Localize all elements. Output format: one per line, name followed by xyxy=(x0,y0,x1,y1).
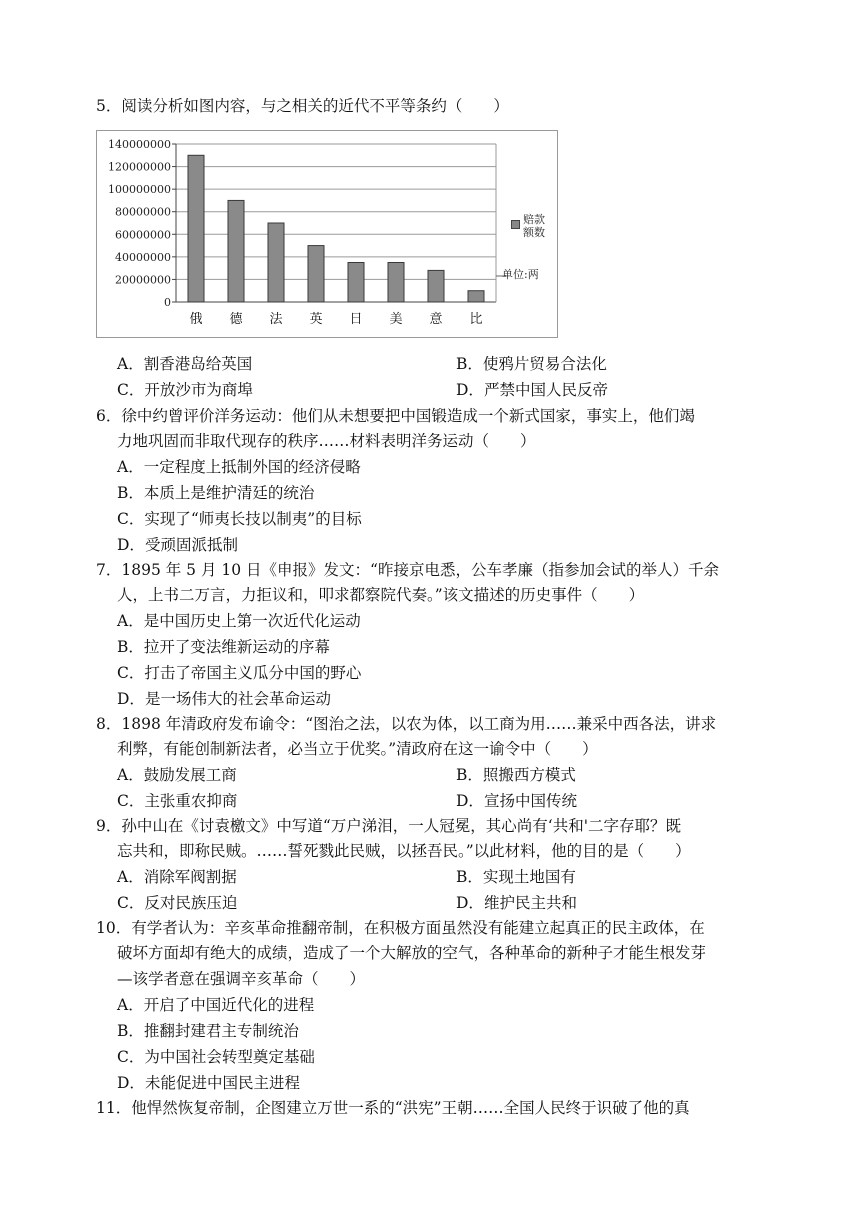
q7-option-b[interactable]: B．拉开了变法维新运动的序幕 xyxy=(117,638,330,656)
x-tick-label: 德 xyxy=(229,312,243,327)
q8-option-b[interactable]: B．照搬西方模式 xyxy=(456,766,576,784)
bar-6 xyxy=(388,263,404,303)
y-tick-label: 140000000 xyxy=(108,138,171,151)
question-9-stem-line2: 忘共和，即称民贼。……誓死戮此民贼，以拯吾民。”以此材料，他的目的是（ ） xyxy=(117,842,691,860)
q9-option-d[interactable]: D．维护民主共和 xyxy=(456,894,577,912)
q7-option-a[interactable]: A．是中国历史上第一次近代化运动 xyxy=(117,612,361,630)
x-tick-label: 比 xyxy=(469,312,483,327)
y-tick-label: 20000000 xyxy=(115,273,171,287)
q6-option-a[interactable]: A．一定程度上抵制外国的经济侵略 xyxy=(117,458,361,476)
question-5-stem: 5．阅读分析如图内容，与之相关的近代不平等条约（ ） xyxy=(96,97,509,115)
question-10-stem-line3: —该学者意在强调辛亥革命（ ） xyxy=(117,970,366,988)
q7-option-d[interactable]: D．是一场伟大的社会革命运动 xyxy=(117,690,331,708)
bar-5 xyxy=(348,263,364,303)
question-6-stem-line1: 6．徐中约曾评价洋务运动：他们从未想要把中国锻造成一个新式国家，事实上，他们竭 xyxy=(96,407,695,425)
q5-option-d[interactable]: D．严禁中国人民反帝 xyxy=(456,381,608,399)
q8-option-c[interactable]: C．主张重农抑商 xyxy=(117,792,238,810)
q9-option-a[interactable]: A．消除军阀割据 xyxy=(117,868,237,886)
x-tick-label: 美 xyxy=(389,312,403,327)
chart-svg xyxy=(96,130,558,338)
bar-8 xyxy=(468,291,484,302)
unit-label: 单位:两 xyxy=(502,268,539,281)
q9-option-c[interactable]: C．反对民族压迫 xyxy=(117,894,238,912)
legend-label-line1: 赔款 xyxy=(523,213,545,226)
y-tick-label: 60000000 xyxy=(115,228,171,242)
q10-option-b[interactable]: B．推翻封建君主专制统治 xyxy=(117,1022,299,1040)
q7-option-c[interactable]: C．打击了帝国主义瓜分中国的野心 xyxy=(117,664,362,682)
bar-2 xyxy=(228,200,244,302)
question-8-stem-line2: 利弊，有能创制新法者，必当立于优奖。”清政府在这一谕令中（ ） xyxy=(117,740,598,758)
q10-option-a[interactable]: A．开启了中国近代化的进程 xyxy=(117,996,315,1014)
y-tick-label: 0 xyxy=(164,296,171,309)
q9-option-b[interactable]: B．实现土地国有 xyxy=(456,868,576,886)
bar-3 xyxy=(268,223,284,302)
q8-option-d[interactable]: D．宣扬中国传统 xyxy=(456,792,577,810)
x-tick-label: 日 xyxy=(349,312,363,327)
y-tick-label: 80000000 xyxy=(115,205,171,219)
question-6-stem-line2: 力地巩固而非取代现存的秩序……材料表明洋务运动（ ） xyxy=(117,432,536,450)
question-9-stem-line1: 9．孙中山在《讨袁檄文》中写道“万户涕泪，一人冠冕，其心尚有‘共和'二字存耶？既 xyxy=(96,817,681,835)
q10-option-c[interactable]: C．为中国社会转型奠定基础 xyxy=(117,1048,315,1066)
q6-option-c[interactable]: C．实现了“师夷长技以制夷”的目标 xyxy=(117,510,362,528)
question-10-stem-line1: 10．有学者认为：辛亥革命推翻帝制，在积极方面虽然没有能建立起真正的民主政体，在 xyxy=(96,919,705,937)
question-7-stem-line2: 人，上书二万言，力拒议和，叩求都察院代奏。”该文描述的历史事件（ ） xyxy=(117,586,645,604)
q5-option-b[interactable]: B．使鸦片贸易合法化 xyxy=(456,355,607,373)
y-tick-label: 40000000 xyxy=(115,250,171,264)
x-tick-label: 意 xyxy=(429,312,443,327)
x-tick-label: 俄 xyxy=(189,312,203,327)
q6-option-b[interactable]: B．本质上是维护清廷的统治 xyxy=(117,484,315,502)
question-8-stem-line1: 8．1898 年清政府发布谕令：“图治之法，以农为体，以工商为用……兼采中西各法，讲求 xyxy=(96,715,717,733)
question-7-stem-line1: 7．1895 年 5 月 10 日《申报》发文：“昨接京电悉，公车孝廉（指参加会试的举人）千余 xyxy=(96,561,719,579)
y-tick-label: 120000000 xyxy=(108,160,171,174)
x-tick-label: 英 xyxy=(309,312,323,327)
q10-option-d[interactable]: D．未能促进中国民主进程 xyxy=(117,1074,300,1092)
legend-swatch xyxy=(511,220,520,229)
y-tick-label: 100000000 xyxy=(108,183,171,197)
question-11-stem-line1: 11．他悍然恢复帝制，企图建立万世一系的“洪宪”王朝……全国人民终于识破了他的真 xyxy=(96,1099,690,1117)
x-tick-label: 法 xyxy=(269,312,283,327)
indemnity-bar-chart xyxy=(96,130,558,338)
legend-label-line2: 额数 xyxy=(523,226,545,239)
bar-7 xyxy=(428,270,444,302)
q5-option-a[interactable]: A．割香港岛给英国 xyxy=(117,355,253,373)
q8-option-a[interactable]: A．鼓励发展工商 xyxy=(117,766,237,784)
bar-4 xyxy=(308,246,324,302)
q5-option-c[interactable]: C．开放沙市为商埠 xyxy=(117,381,253,399)
q6-option-d[interactable]: D．受顽固派抵制 xyxy=(117,536,238,554)
question-10-stem-line2: 破坏方面却有绝大的成绩，造成了一个大解放的空气，各种革命的新种子才能生根发芽 xyxy=(117,944,707,962)
bar-1 xyxy=(188,155,204,302)
